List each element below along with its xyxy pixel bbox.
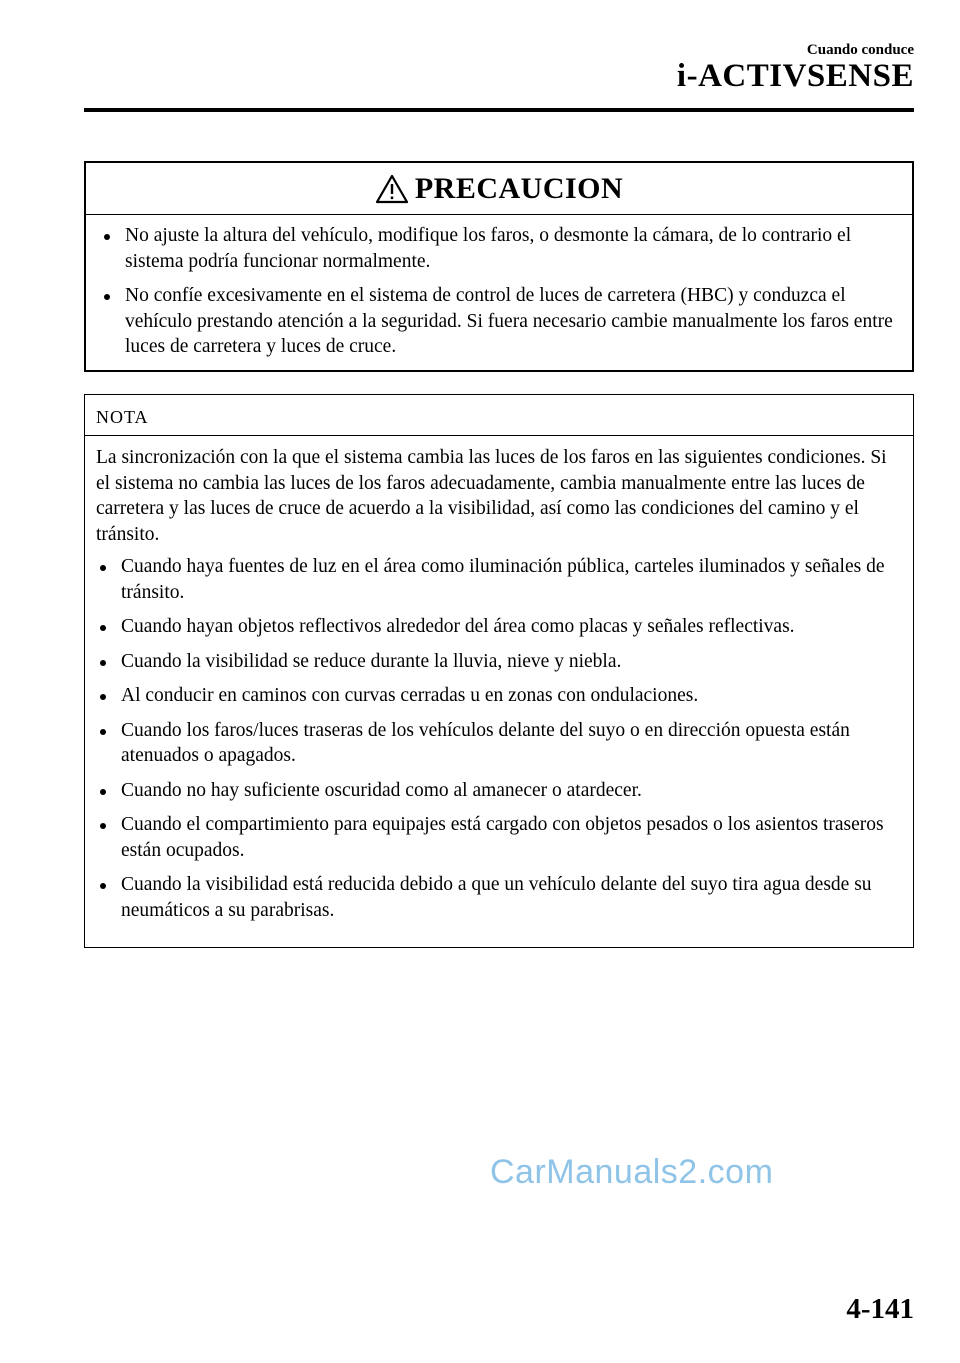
bullet-icon	[104, 234, 110, 240]
caution-item	[100, 283, 898, 360]
note-item	[96, 778, 903, 804]
note-body	[85, 436, 913, 923]
caution-header	[86, 163, 912, 215]
bullet-icon	[100, 625, 106, 631]
note-intro: La sincronización con la que el sistema cambia las luces de los faros en las siguientes condiciones. Si el sistema no cambia las luces de los faros adecuadamente, cambia manualmente entre las luces de carretera y las luces de cruce de acuerdo a la visibilidad, así como las condiciones del camino y el tránsito.	[96, 447, 887, 545]
caution-item-text: No confíe excesivamente en el sistema de control de luces de carretera (HBC) y conduzca el vehículo prestando atención a la seguridad. Si fuera necesario cambie manualmente los faros entre luces de carretera y luces de cruce.	[125, 285, 893, 357]
note-item-text: Cuando hayan objetos reflectivos alrededor del área como placas y señales reflectivas.	[121, 616, 795, 637]
note-item-text: Cuando la visibilidad está reducida debido a que un vehículo delante del suyo tira agua desde su neumáticos a su parabrisas.	[121, 874, 872, 921]
caution-body	[86, 215, 912, 360]
note-item	[96, 872, 903, 923]
bullet-icon	[100, 660, 106, 666]
bullet-icon	[100, 823, 106, 829]
page-number: 4-141	[846, 1293, 914, 1325]
note-list	[96, 554, 903, 923]
header-rule	[84, 108, 914, 112]
note-item-text: Cuando no hay suficiente oscuridad como al amanecer o atardecer.	[121, 779, 642, 801]
note-item	[96, 554, 903, 605]
warning-triangle-icon	[375, 174, 409, 204]
note-item-text: Cuando la visibilidad se reduce durante la lluvia, nieve y niebla.	[121, 650, 622, 672]
bullet-icon	[100, 565, 106, 571]
caution-list	[100, 223, 898, 360]
note-item	[96, 683, 903, 709]
note-box	[84, 394, 914, 948]
note-item-text: Al conducir en caminos con curvas cerradas u en zonas con ondulaciones.	[121, 685, 699, 706]
note-item	[96, 614, 903, 640]
bullet-icon	[100, 729, 106, 735]
caution-title: PRECAUCION	[414, 171, 624, 205]
bullet-icon	[100, 789, 106, 795]
bullet-icon	[104, 294, 110, 300]
note-item	[96, 812, 903, 863]
bullet-icon	[100, 694, 106, 700]
caution-box	[84, 161, 914, 372]
note-item-text: Cuando el compartimiento para equipajes está cargado con objetos pesados o los asientos traseros están ocupados.	[121, 814, 884, 861]
note-item	[96, 649, 903, 675]
note-title: NOTA	[85, 395, 913, 436]
note-item-text: Cuando los faros/luces traseras de los vehículos delante del suyo o en dirección opuesta están atenuados o apagados.	[121, 719, 850, 766]
note-item	[96, 718, 903, 769]
caution-item-text: No ajuste la altura del vehículo, modifique los faros, o desmonte la cámara, de lo contrario el sistema podría funcionar normalmente.	[125, 225, 852, 272]
caution-item	[100, 223, 898, 274]
bullet-icon	[100, 883, 106, 889]
watermark: CarManuals2.com	[490, 1153, 774, 1191]
section-label: Cuando conduce	[806, 42, 914, 58]
page-title: i-ACTIVSENSE	[676, 58, 914, 94]
note-item-text: Cuando haya fuentes de luz en el área como iluminación pública, carteles iluminados y señales de tránsito.	[121, 556, 885, 603]
